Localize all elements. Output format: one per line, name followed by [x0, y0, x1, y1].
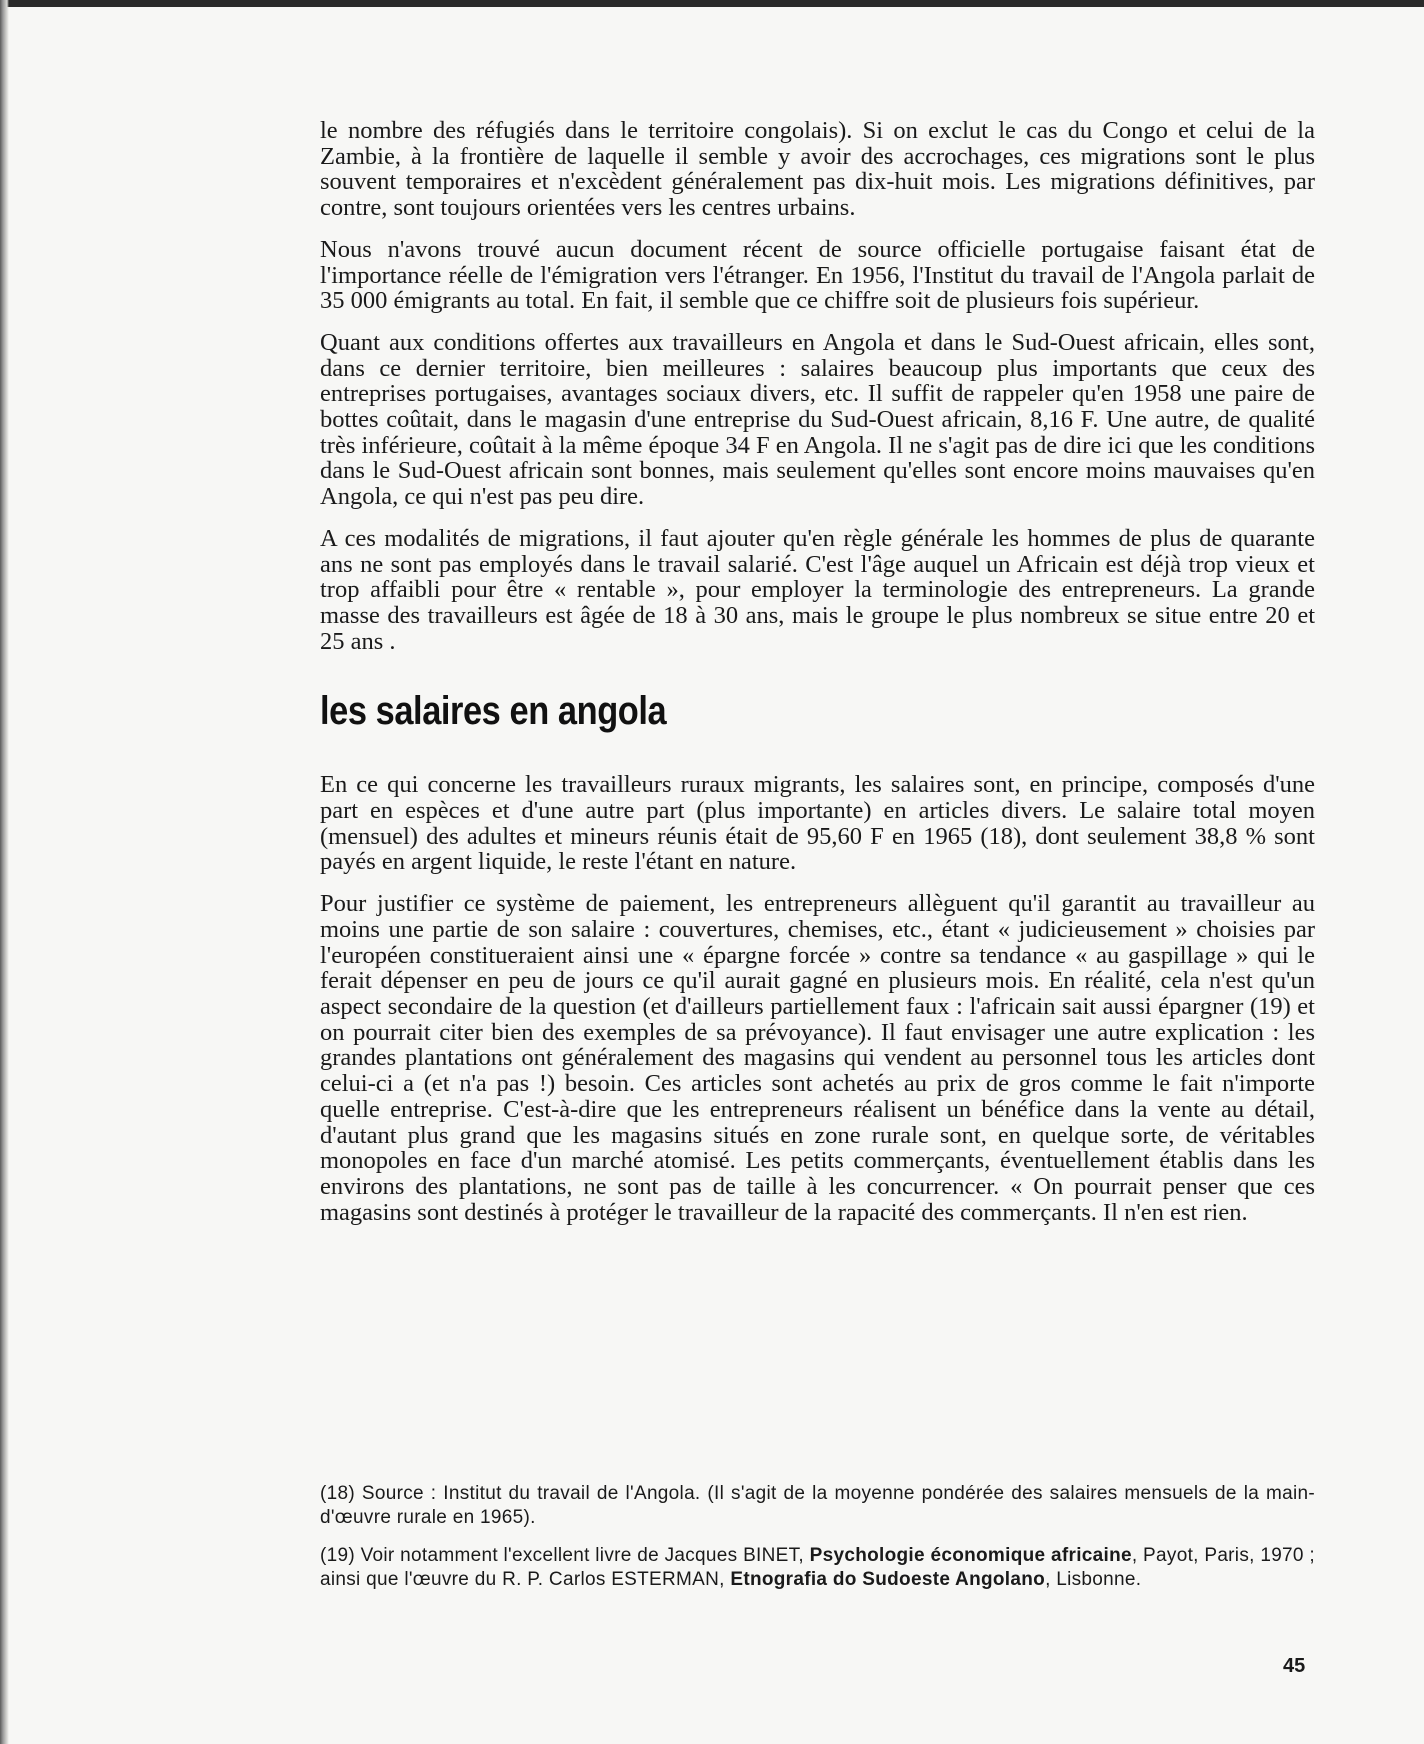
footnote-19 — [320, 1544, 1315, 1592]
footnote-19-book-1: Psychologie économique africaine — [809, 1545, 1132, 1566]
footnote-19-text-3: , Lisbonne. — [1045, 1569, 1142, 1590]
paragraph-emigration: Nous n'avons trouvé aucun document récent de source officielle portugaise faisant état de l'importance réelle de l'émigration vers l'étranger. En 1956, l'Institut du travail de l'Angola parlait de 35 000 émigrants au total. En fait, il semble que ce chiffre soit de plusieurs fois supérieur. — [320, 235, 1315, 315]
page-number: 45 — [1283, 1655, 1306, 1677]
article-body — [320, 118, 1315, 1241]
section-heading: les salaires en angola — [320, 689, 667, 734]
paragraph-age: A ces modalités de migrations, il faut ajouter qu'en règle générale les hommes de plus de quarante ans ne sont pas employés dans le travail salarié. C'est l'âge auquel un Africain est déjà trop vieux et trop affaibli pour être « rentable », pour employer la terminologie des entrepreneurs. La grande masse des travailleurs est âgée de 18 à 30 ans, mais le groupe le plus nombreux se situe entre 20 et 25 ans . — [320, 524, 1315, 655]
top-border-rule — [0, 0, 1424, 7]
footnotes — [320, 1482, 1315, 1606]
footnote-19-book-2: Etnografia do Sudoeste Angolano — [730, 1569, 1046, 1590]
paragraph-salaries: En ce qui concerne les travailleurs ruraux migrants, les salaires sont, en principe, composés d'une part en espèces et d'une autre part (plus importante) en articles divers. Le salaire total moyen (mensuel) des adultes et mineurs réunis était de 95,60 F en 1965 (18), dont seulement 38,8 % sont payés en argent liquide, le reste l'étant en nature. — [320, 771, 1315, 876]
paragraph-refugees: le nombre des réfugiés dans le territoire congolais). Si on exclut le cas du Congo et celui de la Zambie, à la frontière de laquelle il semble y avoir des accrochages, ces migrations sont le plus souvent temporaires et n'excèdent généralement pas dix-huit mois. Les migrations définitives, par contre, sont toujours orientées vers les centres urbains. — [320, 117, 1315, 222]
footnote-19-text-2: , Payot, Paris, 1970 ; ainsi que l'œuvre du R. P. Carlos ESTERMAN, — [320, 1545, 1315, 1590]
footnote-19-text-1: (19) Voir notamment l'excellent livre de Jacques BINET, — [320, 1545, 810, 1566]
footnote-18: (18) Source : Institut du travail de l'Angola. (Il s'agit de la moyenne pondérée des salaires mensuels de la main-d'œuvre rurale en 1965). — [320, 1483, 1315, 1528]
paragraph-conditions: Quant aux conditions offertes aux travailleurs en Angola et dans le Sud-Ouest africain, elles sont, dans ce dernier territoire, bien meilleures : salaires beaucoup plus importants que ceux des entreprises portugaises, avantages sociaux divers, etc. Il suffit de rappeler qu'en 1958 une paire de bottes coûtait, dans le magasin d'une entreprise du Sud-Ouest africain, 8,16 F. Une autre, de qualité très inférieure, coûtait à la même époque 34 F en Angola. Il ne s'agit pas de dire ici que les conditions dans le Sud-Ouest africain sont bonnes, mais seulement qu'elles sont encore moins mauvaises qu'en Angola, ce qui n'est pas peu dire. — [320, 328, 1316, 511]
page-left-edge — [0, 0, 9, 1744]
paragraph-payment-system: Pour justifier ce système de paiement, les entrepreneurs allèguent qu'il garantit au travailleur au moins une partie de son salaire : couvertures, chemises, etc., étant « judicieusement » choisies par l'européen constitueraient ainsi une « épargne forcée » contre sa tendance « au gaspillage » qui le ferait dépenser en peu de jours ce qu'il aurait gagné en plusieurs mois. En réalité, cela n'est qu'un aspect secondaire de la question (et d'ailleurs partiellement faux : l'africain sait aussi épargner (19) et on pourrait citer bien des exemples de sa prévoyance). Il faut envisager une autre explication : les grandes plantations ont généralement des magasins qui vendent au personnel tous les articles dont celui-ci a (et n'a pas !) besoin. Ces articles sont achetés au prix de gros comme le fait n'importe quelle entreprise. C'est-à-dire que les entrepreneurs réalisent un bénéfice dans la vente au détail, d'autant plus grand que les magasins situés en zone rurale sont, en quelque sorte, de véritables monopoles en face d'un marché atomisé. Les petits commerçants, éventuellement établis dans les environs des plantations, ne sont pas de taille à les concurrencer. « On pourrait penser que ces magasins sont destinés à protéger le travailleur de la rapacité des commerçants. Il n'en est rien. — [320, 890, 1315, 1226]
